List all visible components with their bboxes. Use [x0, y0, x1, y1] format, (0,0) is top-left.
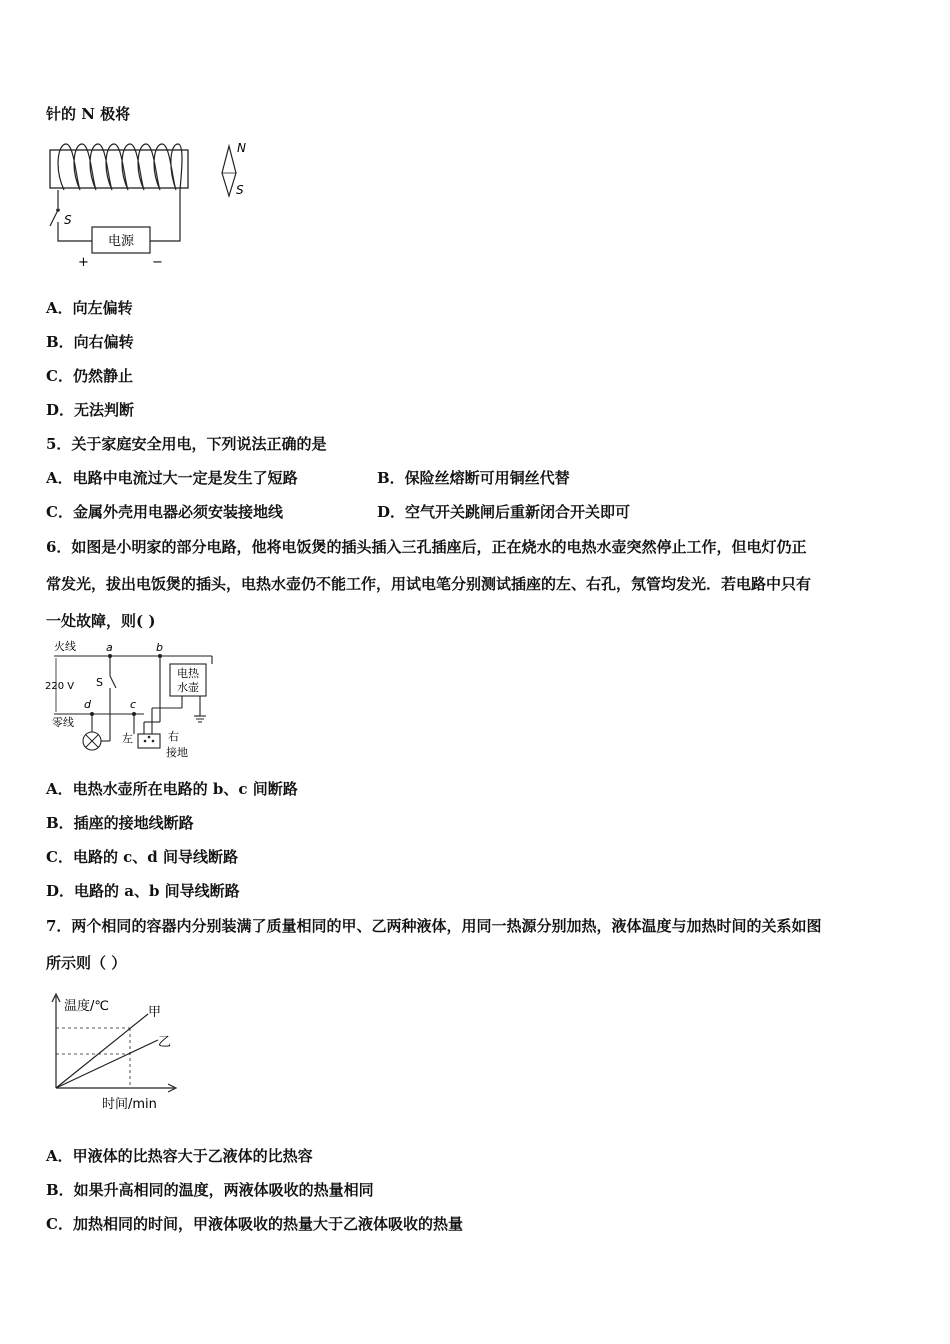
voltage-label: 220 V: [45, 681, 75, 692]
minus-terminal: −: [152, 255, 163, 270]
live-wire-label: 火线: [54, 640, 76, 653]
point-d: d: [84, 698, 91, 711]
switch-label: S: [64, 213, 72, 227]
q4-option-a: A．向左偏转: [46, 299, 133, 317]
q4-solenoid-figure: [40, 138, 260, 270]
q7-option-a: A．甲液体的比热容大于乙液体的比热容: [46, 1147, 313, 1165]
q4-option-c: C．仍然静止: [46, 367, 133, 385]
y-axis-label: 温度/℃: [64, 999, 109, 1014]
power-label: 电源: [107, 234, 135, 249]
q5-option-b: B．保险丝熔断可用铜丝代替: [377, 469, 570, 487]
series-yi-label: 乙: [158, 1035, 172, 1050]
switch-s: [110, 676, 116, 688]
q5-stem: 5．关于家庭安全用电，下列说法正确的是: [46, 435, 327, 453]
q4-option-d: D．无法判断: [46, 401, 135, 419]
needle-n: N: [237, 141, 246, 155]
q6-stem-line-3: 一处故障，则( ): [46, 612, 156, 630]
neutral-wire-label: 零线: [52, 716, 74, 729]
q7-option-b: B．如果升高相同的温度，两液体吸收的热量相同: [46, 1181, 374, 1199]
q7-stem-line-2: 所示则（ ）: [46, 954, 127, 972]
q6-circuit-figure: [44, 638, 224, 762]
q6-stem-line-2: 常发光，拔出电饭煲的插头，电热水壶仍不能工作，用试电笔分别测试插座的左、右孔，氖管均发光．若电路中只有: [46, 575, 812, 593]
solenoid-coil: [58, 144, 182, 190]
socket-left-label: 左: [122, 732, 133, 745]
switch-lever: [50, 210, 58, 226]
q5-option-d: D．空气开关跳闸后重新闭合开关即可: [377, 503, 631, 521]
x-axis-label: 时间/min: [102, 1097, 157, 1112]
kettle-label-1: 电热: [177, 667, 199, 680]
q7-temperature-graph: [44, 990, 194, 1114]
series-jia-label: 甲: [148, 1005, 162, 1020]
plus-terminal: +: [78, 255, 89, 270]
q7-option-c: C．加热相同的时间，甲液体吸收的热量大于乙液体吸收的热量: [46, 1215, 463, 1233]
q6-option-c: C．电路的 c、d 间导线断路: [46, 848, 239, 866]
q4-option-b: B．向右偏转: [46, 333, 134, 351]
kettle-label-2: 水壶: [177, 681, 199, 694]
q6-stem-line-1: 6．如图是小明家的部分电路，他将电饭煲的插头插入三孔插座后，正在烧水的电热水壶突然停止工作，但电灯仍正: [46, 538, 807, 556]
q5-option-a: A．电路中电流过大一定是发生了短路: [46, 469, 298, 487]
q5-option-c: C．金属外壳用电器必须安装接地线: [46, 503, 283, 521]
q6-option-b: B．插座的接地线断路: [46, 814, 194, 832]
socket-right-label: 右: [168, 730, 179, 743]
point-c: c: [130, 698, 137, 711]
point-a: a: [106, 641, 113, 654]
point-b: b: [156, 641, 163, 654]
q6-option-a: A．电热水壶所在电路的 b、c 间断路: [46, 780, 298, 798]
q6-option-d: D．电路的 a、b 间导线断路: [46, 882, 240, 900]
compass-needle: [222, 146, 236, 196]
switch-label-s: S: [96, 676, 103, 689]
q4-stem-tail: 针的 N 极将: [46, 105, 131, 123]
solenoid-core: [50, 150, 188, 188]
ground-label: 接地: [166, 746, 188, 759]
needle-s: S: [236, 183, 244, 197]
q7-stem-line-1: 7．两个相同的容器内分别装满了质量相同的甲、乙两种液体，用同一热源分别加热，液体温度与加热时间的关系如图: [46, 917, 822, 935]
